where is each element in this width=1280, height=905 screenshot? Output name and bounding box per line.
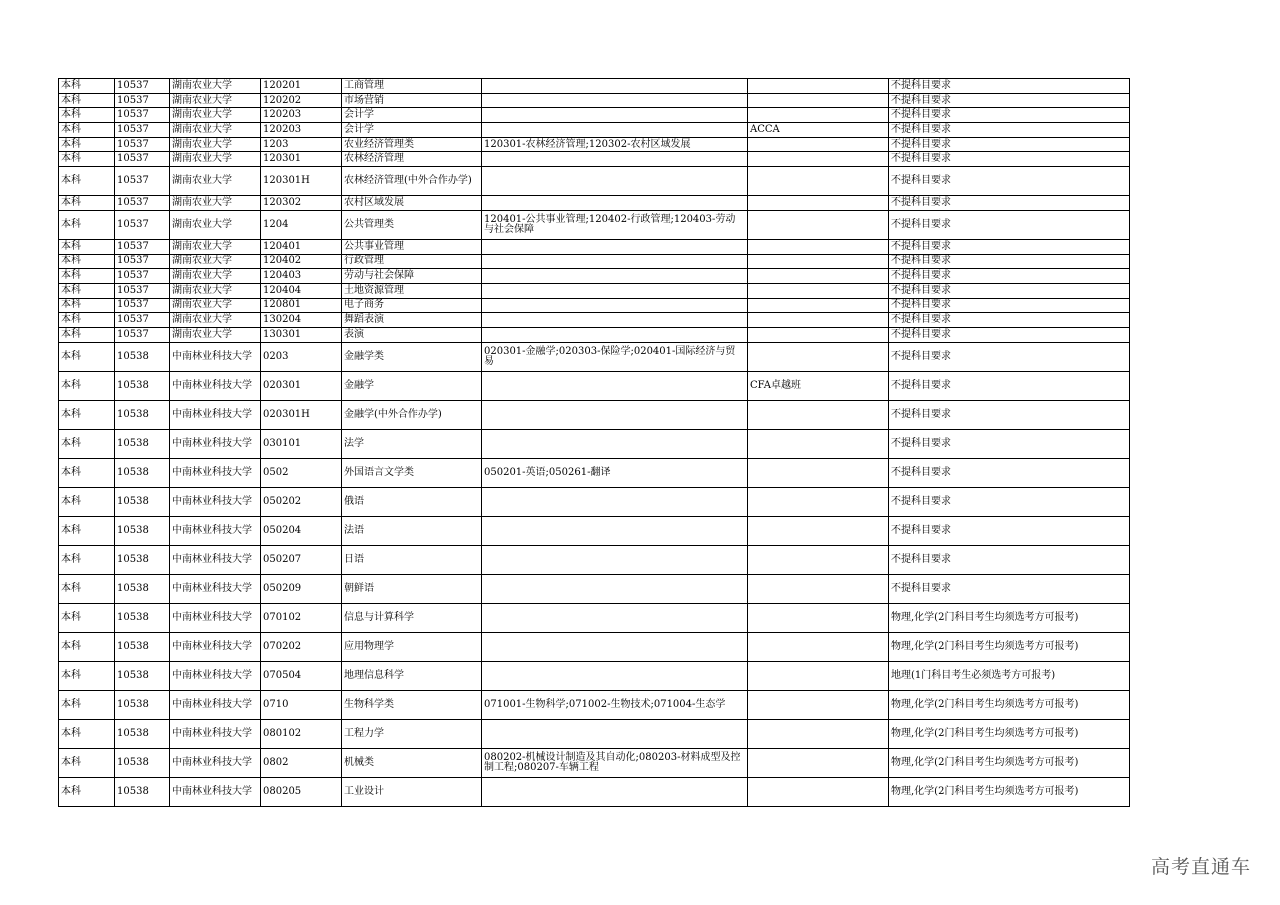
school-name-cell: 中南林业科技大学 xyxy=(170,371,261,400)
remark-cell xyxy=(748,690,889,719)
major-code-cell: 120403 xyxy=(261,269,342,284)
level-cell: 本科 xyxy=(59,371,115,400)
table-row xyxy=(59,196,1130,211)
remark-cell xyxy=(748,661,889,690)
major-code-cell: 120402 xyxy=(261,254,342,269)
level-cell: 本科 xyxy=(59,79,115,94)
level-cell: 本科 xyxy=(59,429,115,458)
school-code-cell: 10537 xyxy=(115,108,170,123)
school-name-cell: 湖南农业大学 xyxy=(170,108,261,123)
remark-cell: CFA卓越班 xyxy=(748,371,889,400)
major-name-cell: 电子商务 xyxy=(342,298,482,313)
major-code-cell: 070504 xyxy=(261,661,342,690)
major-code-cell: 120401 xyxy=(261,239,342,254)
table-row xyxy=(59,429,1130,458)
school-code-cell: 10537 xyxy=(115,283,170,298)
major-name-cell: 会计学 xyxy=(342,123,482,138)
school-name-cell: 湖南农业大学 xyxy=(170,79,261,94)
included-majors-cell xyxy=(482,269,748,284)
subject-requirement-cell: 不提科目要求 xyxy=(889,137,1130,152)
included-majors-cell xyxy=(482,719,748,748)
level-cell: 本科 xyxy=(59,152,115,167)
table-row xyxy=(59,632,1130,661)
subject-requirement-cell: 不提科目要求 xyxy=(889,458,1130,487)
school-name-cell: 中南林业科技大学 xyxy=(170,719,261,748)
major-code-cell: 1204 xyxy=(261,210,342,239)
included-majors-cell xyxy=(482,487,748,516)
major-name-cell: 工业设计 xyxy=(342,777,482,806)
remark-cell xyxy=(748,79,889,94)
school-name-cell: 中南林业科技大学 xyxy=(170,748,261,777)
major-code-cell: 050204 xyxy=(261,516,342,545)
major-code-cell: 0502 xyxy=(261,458,342,487)
subject-requirement-cell: 物理,化学(2门科目考生均须选考方可报考) xyxy=(889,603,1130,632)
included-majors-cell: 080202-机械设计制造及其自动化;080203-材料成型及控制工程;080207-车辆工程 xyxy=(482,748,748,777)
major-code-cell: 030101 xyxy=(261,429,342,458)
subject-requirement-cell: 不提科目要求 xyxy=(889,108,1130,123)
subject-requirement-cell: 物理,化学(2门科目考生均须选考方可报考) xyxy=(889,748,1130,777)
included-majors-cell: 050201-英语;050261-翻译 xyxy=(482,458,748,487)
major-name-cell: 应用物理学 xyxy=(342,632,482,661)
level-cell: 本科 xyxy=(59,342,115,371)
table-row xyxy=(59,152,1130,167)
school-name-cell: 湖南农业大学 xyxy=(170,239,261,254)
table-row xyxy=(59,79,1130,94)
school-code-cell: 10537 xyxy=(115,93,170,108)
school-name-cell: 湖南农业大学 xyxy=(170,254,261,269)
major-name-cell: 公共管理类 xyxy=(342,210,482,239)
major-code-cell: 080205 xyxy=(261,777,342,806)
major-name-cell: 外国语言文学类 xyxy=(342,458,482,487)
remark-cell xyxy=(748,196,889,211)
school-name-cell: 中南林业科技大学 xyxy=(170,487,261,516)
included-majors-cell xyxy=(482,516,748,545)
table-row xyxy=(59,690,1130,719)
included-majors-cell xyxy=(482,123,748,138)
school-name-cell: 中南林业科技大学 xyxy=(170,603,261,632)
table-row xyxy=(59,137,1130,152)
level-cell: 本科 xyxy=(59,690,115,719)
included-majors-cell xyxy=(482,327,748,342)
major-code-cell: 120302 xyxy=(261,196,342,211)
subject-requirement-cell: 不提科目要求 xyxy=(889,239,1130,254)
remark-cell xyxy=(748,545,889,574)
major-code-cell: 080102 xyxy=(261,719,342,748)
subject-requirement-cell: 不提科目要求 xyxy=(889,79,1130,94)
subject-requirement-cell: 不提科目要求 xyxy=(889,254,1130,269)
major-name-cell: 公共事业管理 xyxy=(342,239,482,254)
subject-requirement-cell: 不提科目要求 xyxy=(889,545,1130,574)
major-name-cell: 生物科学类 xyxy=(342,690,482,719)
table-row xyxy=(59,371,1130,400)
level-cell: 本科 xyxy=(59,269,115,284)
major-code-cell: 020301 xyxy=(261,371,342,400)
school-code-cell: 10538 xyxy=(115,545,170,574)
level-cell: 本科 xyxy=(59,458,115,487)
remark-cell xyxy=(748,458,889,487)
table-row xyxy=(59,545,1130,574)
major-code-cell: 120203 xyxy=(261,123,342,138)
included-majors-cell xyxy=(482,79,748,94)
subject-requirement-cell: 不提科目要求 xyxy=(889,210,1130,239)
major-name-cell: 法学 xyxy=(342,429,482,458)
major-code-cell: 120801 xyxy=(261,298,342,313)
major-code-cell: 130301 xyxy=(261,327,342,342)
remark-cell xyxy=(748,516,889,545)
included-majors-cell: 071001-生物科学;071002-生物技术;071004-生态学 xyxy=(482,690,748,719)
level-cell: 本科 xyxy=(59,545,115,574)
included-majors-cell xyxy=(482,167,748,196)
remark-cell xyxy=(748,239,889,254)
included-majors-cell xyxy=(482,661,748,690)
included-majors-cell xyxy=(482,371,748,400)
school-code-cell: 10538 xyxy=(115,748,170,777)
remark-cell xyxy=(748,254,889,269)
school-code-cell: 10537 xyxy=(115,123,170,138)
school-code-cell: 10538 xyxy=(115,777,170,806)
school-code-cell: 10538 xyxy=(115,487,170,516)
table-row xyxy=(59,313,1130,328)
level-cell: 本科 xyxy=(59,748,115,777)
school-name-cell: 中南林业科技大学 xyxy=(170,342,261,371)
school-code-cell: 10538 xyxy=(115,400,170,429)
included-majors-cell xyxy=(482,632,748,661)
major-code-cell: 120301H xyxy=(261,167,342,196)
admission-requirements-table xyxy=(58,78,1130,807)
school-name-cell: 湖南农业大学 xyxy=(170,313,261,328)
major-name-cell: 农村区域发展 xyxy=(342,196,482,211)
school-code-cell: 10538 xyxy=(115,690,170,719)
major-code-cell: 120203 xyxy=(261,108,342,123)
subject-requirement-cell: 不提科目要求 xyxy=(889,400,1130,429)
school-name-cell: 中南林业科技大学 xyxy=(170,516,261,545)
school-name-cell: 湖南农业大学 xyxy=(170,283,261,298)
subject-requirement-cell: 不提科目要求 xyxy=(889,167,1130,196)
level-cell: 本科 xyxy=(59,298,115,313)
table-row xyxy=(59,719,1130,748)
major-name-cell: 农林经济管理 xyxy=(342,152,482,167)
major-code-cell: 120301 xyxy=(261,152,342,167)
subject-requirement-cell: 不提科目要求 xyxy=(889,93,1130,108)
included-majors-cell xyxy=(482,400,748,429)
major-code-cell: 0802 xyxy=(261,748,342,777)
level-cell: 本科 xyxy=(59,123,115,138)
school-code-cell: 10537 xyxy=(115,327,170,342)
school-name-cell: 湖南农业大学 xyxy=(170,269,261,284)
subject-requirement-cell: 不提科目要求 xyxy=(889,516,1130,545)
major-name-cell: 金融学类 xyxy=(342,342,482,371)
school-name-cell: 中南林业科技大学 xyxy=(170,690,261,719)
level-cell: 本科 xyxy=(59,239,115,254)
subject-requirement-cell: 地理(1门科目考生必须选考方可报考) xyxy=(889,661,1130,690)
watermark: 高考直通车 xyxy=(1150,856,1251,878)
major-name-cell: 机械类 xyxy=(342,748,482,777)
table-row xyxy=(59,487,1130,516)
subject-requirement-cell: 不提科目要求 xyxy=(889,429,1130,458)
level-cell: 本科 xyxy=(59,719,115,748)
subject-requirement-cell: 不提科目要求 xyxy=(889,152,1130,167)
school-name-cell: 中南林业科技大学 xyxy=(170,661,261,690)
level-cell: 本科 xyxy=(59,167,115,196)
subject-requirement-cell: 不提科目要求 xyxy=(889,487,1130,516)
remark-cell xyxy=(748,283,889,298)
major-name-cell: 舞蹈表演 xyxy=(342,313,482,328)
table-row xyxy=(59,93,1130,108)
level-cell: 本科 xyxy=(59,603,115,632)
major-name-cell: 俄语 xyxy=(342,487,482,516)
school-code-cell: 10537 xyxy=(115,196,170,211)
major-name-cell: 行政管理 xyxy=(342,254,482,269)
major-name-cell: 日语 xyxy=(342,545,482,574)
level-cell: 本科 xyxy=(59,137,115,152)
school-name-cell: 湖南农业大学 xyxy=(170,137,261,152)
subject-requirement-cell: 物理,化学(2门科目考生均须选考方可报考) xyxy=(889,719,1130,748)
major-code-cell: 050202 xyxy=(261,487,342,516)
school-code-cell: 10537 xyxy=(115,269,170,284)
school-code-cell: 10538 xyxy=(115,371,170,400)
school-code-cell: 10538 xyxy=(115,632,170,661)
major-name-cell: 工商管理 xyxy=(342,79,482,94)
major-name-cell: 表演 xyxy=(342,327,482,342)
school-code-cell: 10538 xyxy=(115,719,170,748)
included-majors-cell xyxy=(482,239,748,254)
table-row xyxy=(59,574,1130,603)
remark-cell xyxy=(748,400,889,429)
level-cell: 本科 xyxy=(59,283,115,298)
included-majors-cell xyxy=(482,254,748,269)
included-majors-cell xyxy=(482,574,748,603)
included-majors-cell xyxy=(482,429,748,458)
table-row xyxy=(59,123,1130,138)
level-cell: 本科 xyxy=(59,327,115,342)
included-majors-cell xyxy=(482,777,748,806)
school-name-cell: 湖南农业大学 xyxy=(170,93,261,108)
remark-cell xyxy=(748,298,889,313)
included-majors-cell xyxy=(482,545,748,574)
remark-cell xyxy=(748,137,889,152)
school-name-cell: 湖南农业大学 xyxy=(170,298,261,313)
major-name-cell: 信息与计算科学 xyxy=(342,603,482,632)
table-row xyxy=(59,108,1130,123)
major-code-cell: 070102 xyxy=(261,603,342,632)
major-code-cell: 020301H xyxy=(261,400,342,429)
included-majors-cell xyxy=(482,93,748,108)
remark-cell xyxy=(748,108,889,123)
remark-cell xyxy=(748,93,889,108)
remark-cell xyxy=(748,777,889,806)
school-name-cell: 中南林业科技大学 xyxy=(170,574,261,603)
major-code-cell: 0710 xyxy=(261,690,342,719)
school-name-cell: 中南林业科技大学 xyxy=(170,429,261,458)
level-cell: 本科 xyxy=(59,93,115,108)
major-name-cell: 农林经济管理(中外合作办学) xyxy=(342,167,482,196)
level-cell: 本科 xyxy=(59,632,115,661)
included-majors-cell xyxy=(482,196,748,211)
subject-requirement-cell: 不提科目要求 xyxy=(889,342,1130,371)
remark-cell xyxy=(748,429,889,458)
remark-cell xyxy=(748,487,889,516)
school-name-cell: 湖南农业大学 xyxy=(170,210,261,239)
school-code-cell: 10538 xyxy=(115,516,170,545)
school-code-cell: 10538 xyxy=(115,661,170,690)
table-row xyxy=(59,254,1130,269)
school-name-cell: 湖南农业大学 xyxy=(170,152,261,167)
table-body xyxy=(59,79,1130,807)
remark-cell: ACCA xyxy=(748,123,889,138)
remark-cell xyxy=(748,603,889,632)
included-majors-cell xyxy=(482,313,748,328)
major-code-cell: 070202 xyxy=(261,632,342,661)
remark-cell xyxy=(748,574,889,603)
level-cell: 本科 xyxy=(59,661,115,690)
school-name-cell: 中南林业科技大学 xyxy=(170,632,261,661)
table-row xyxy=(59,603,1130,632)
major-code-cell: 050209 xyxy=(261,574,342,603)
table-row xyxy=(59,167,1130,196)
table-row xyxy=(59,458,1130,487)
school-name-cell: 中南林业科技大学 xyxy=(170,545,261,574)
subject-requirement-cell: 物理,化学(2门科目考生均须选考方可报考) xyxy=(889,632,1130,661)
included-majors-cell xyxy=(482,283,748,298)
major-code-cell: 130204 xyxy=(261,313,342,328)
major-name-cell: 工程力学 xyxy=(342,719,482,748)
major-code-cell: 050207 xyxy=(261,545,342,574)
major-name-cell: 金融学 xyxy=(342,371,482,400)
major-name-cell: 法语 xyxy=(342,516,482,545)
school-name-cell: 湖南农业大学 xyxy=(170,123,261,138)
table-row xyxy=(59,400,1130,429)
level-cell: 本科 xyxy=(59,516,115,545)
table-row xyxy=(59,661,1130,690)
school-code-cell: 10538 xyxy=(115,342,170,371)
table-row xyxy=(59,327,1130,342)
remark-cell xyxy=(748,719,889,748)
remark-cell xyxy=(748,313,889,328)
level-cell: 本科 xyxy=(59,196,115,211)
school-code-cell: 10537 xyxy=(115,210,170,239)
table-row xyxy=(59,516,1130,545)
school-code-cell: 10537 xyxy=(115,167,170,196)
subject-requirement-cell: 不提科目要求 xyxy=(889,327,1130,342)
level-cell: 本科 xyxy=(59,313,115,328)
major-code-cell: 120201 xyxy=(261,79,342,94)
table-row xyxy=(59,283,1130,298)
school-code-cell: 10538 xyxy=(115,458,170,487)
school-name-cell: 中南林业科技大学 xyxy=(170,458,261,487)
school-code-cell: 10538 xyxy=(115,603,170,632)
school-code-cell: 10537 xyxy=(115,79,170,94)
subject-requirement-cell: 不提科目要求 xyxy=(889,298,1130,313)
table-row xyxy=(59,298,1130,313)
school-code-cell: 10537 xyxy=(115,137,170,152)
table-row xyxy=(59,777,1130,806)
table-row xyxy=(59,748,1130,777)
included-majors-cell xyxy=(482,603,748,632)
subject-requirement-cell: 不提科目要求 xyxy=(889,574,1130,603)
subject-requirement-cell: 不提科目要求 xyxy=(889,283,1130,298)
school-code-cell: 10537 xyxy=(115,239,170,254)
school-code-cell: 10537 xyxy=(115,313,170,328)
school-name-cell: 湖南农业大学 xyxy=(170,196,261,211)
subject-requirement-cell: 不提科目要求 xyxy=(889,371,1130,400)
subject-requirement-cell: 物理,化学(2门科目考生均须选考方可报考) xyxy=(889,777,1130,806)
subject-requirement-cell: 不提科目要求 xyxy=(889,313,1130,328)
school-code-cell: 10537 xyxy=(115,152,170,167)
school-name-cell: 湖南农业大学 xyxy=(170,327,261,342)
major-code-cell: 0203 xyxy=(261,342,342,371)
included-majors-cell: 120401-公共事业管理;120402-行政管理;120403-劳动与社会保障 xyxy=(482,210,748,239)
major-name-cell: 劳动与社会保障 xyxy=(342,269,482,284)
subject-requirement-cell: 不提科目要求 xyxy=(889,269,1130,284)
remark-cell xyxy=(748,152,889,167)
included-majors-cell xyxy=(482,152,748,167)
table-row xyxy=(59,239,1130,254)
school-name-cell: 湖南农业大学 xyxy=(170,167,261,196)
level-cell: 本科 xyxy=(59,574,115,603)
school-code-cell: 10538 xyxy=(115,574,170,603)
major-name-cell: 土地资源管理 xyxy=(342,283,482,298)
level-cell: 本科 xyxy=(59,210,115,239)
major-name-cell: 会计学 xyxy=(342,108,482,123)
remark-cell xyxy=(748,632,889,661)
remark-cell xyxy=(748,327,889,342)
major-name-cell: 朝鲜语 xyxy=(342,574,482,603)
included-majors-cell xyxy=(482,108,748,123)
subject-requirement-cell: 物理,化学(2门科目考生均须选考方可报考) xyxy=(889,690,1130,719)
school-name-cell: 中南林业科技大学 xyxy=(170,400,261,429)
major-code-cell: 120404 xyxy=(261,283,342,298)
level-cell: 本科 xyxy=(59,400,115,429)
major-code-cell: 1203 xyxy=(261,137,342,152)
remark-cell xyxy=(748,748,889,777)
school-code-cell: 10537 xyxy=(115,254,170,269)
major-name-cell: 金融学(中外合作办学) xyxy=(342,400,482,429)
level-cell: 本科 xyxy=(59,487,115,516)
table-row xyxy=(59,269,1130,284)
level-cell: 本科 xyxy=(59,254,115,269)
remark-cell xyxy=(748,167,889,196)
level-cell: 本科 xyxy=(59,108,115,123)
major-name-cell: 农业经济管理类 xyxy=(342,137,482,152)
level-cell: 本科 xyxy=(59,777,115,806)
table-row xyxy=(59,342,1130,371)
school-code-cell: 10537 xyxy=(115,298,170,313)
remark-cell xyxy=(748,210,889,239)
subject-requirement-cell: 不提科目要求 xyxy=(889,123,1130,138)
included-majors-cell: 120301-农林经济管理;120302-农村区域发展 xyxy=(482,137,748,152)
subject-requirement-cell: 不提科目要求 xyxy=(889,196,1130,211)
table-row xyxy=(59,210,1130,239)
school-name-cell: 中南林业科技大学 xyxy=(170,777,261,806)
included-majors-cell xyxy=(482,298,748,313)
major-name-cell: 地理信息科学 xyxy=(342,661,482,690)
remark-cell xyxy=(748,269,889,284)
major-name-cell: 市场营销 xyxy=(342,93,482,108)
remark-cell xyxy=(748,342,889,371)
school-code-cell: 10538 xyxy=(115,429,170,458)
included-majors-cell: 020301-金融学;020303-保险学;020401-国际经济与贸易 xyxy=(482,342,748,371)
major-code-cell: 120202 xyxy=(261,93,342,108)
